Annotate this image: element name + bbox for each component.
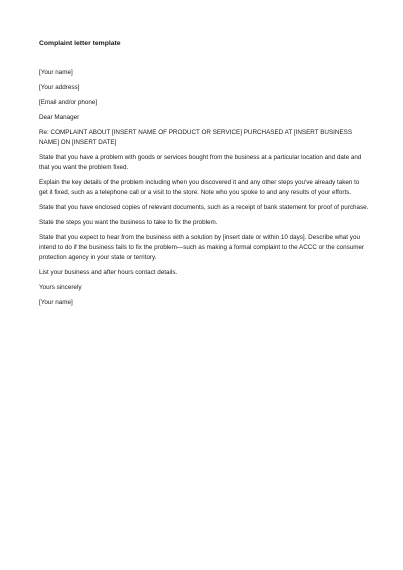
paragraph-deadline: State that you expect to hear from the business with a solution by [insert date or within 10 days]. Describe what you intend to do if the business fails to fix the problem—such as making a formal complaint to the ACCC or the consumer protection agency in your state or territory. (39, 234, 365, 261)
paragraph-problem: State that you have a problem with goods or services bought from the business at a particular location and date and that you want the problem fixed. (39, 154, 362, 171)
closing: Yours sincerely (39, 284, 82, 291)
subject-line: Re: COMPLAINT ABOUT [INSERT NAME OF PRODUCT OR SERVICE] PURCHASED AT [INSERT BUSINESS NAME] ON [INSERT DATE] (39, 129, 353, 146)
paragraph-documents: State that you have enclosed copies of relevant documents, such as a receipt of bank statement for proof of purchase. (39, 204, 369, 211)
sender-name: [Your name] (39, 69, 73, 76)
sender-contact: [Email and/or phone] (39, 99, 98, 106)
salutation: Dear Manager (39, 114, 80, 121)
paragraph-contact-details: List your business and after hours contact details. (39, 269, 178, 276)
sender-address: [Your address] (39, 84, 80, 91)
signature-name: [Your name] (39, 299, 73, 306)
paragraph-steps: State the steps you want the business to take to fix the problem. (39, 219, 218, 226)
letter-body (39, 39, 369, 313)
paragraph-details: Explain the key details of the problem including when you discovered it and any other steps you've already taken to get it fixed, such as a telephone call or a visit to the store. Note who you spoke to and any results of your efforts. (39, 179, 360, 196)
document-title: Complaint letter template (39, 40, 121, 47)
